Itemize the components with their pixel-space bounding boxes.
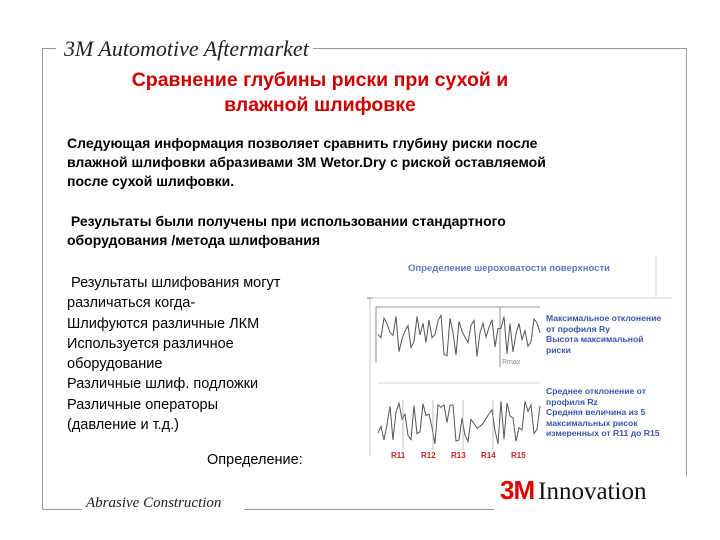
figure-title: Определение шероховатости поверхности	[408, 263, 610, 274]
description-line: от профиля Ry	[546, 323, 610, 334]
paragraph-line: Следующая информация позволяет сравнить глубину риски после	[67, 135, 538, 151]
roughness-figure	[362, 255, 674, 475]
segment-label: R13	[451, 451, 466, 460]
description-line: Среднее отклонение от	[546, 386, 646, 396]
footer-brand: Abrasive Construction	[86, 495, 222, 511]
logo-mark: 3M	[500, 475, 535, 505]
slide-title	[80, 68, 560, 118]
title-line: Сравнение глубины риски при сухой и	[131, 69, 509, 91]
list-item: Различные операторы	[67, 396, 219, 413]
rz-description	[546, 386, 676, 439]
definition-label: Определение:	[207, 452, 303, 468]
segment-label: R15	[511, 451, 526, 460]
description-line: максимальных рисок	[546, 417, 638, 428]
segment-label: R12	[421, 451, 436, 460]
list-item: различаться когда-	[67, 295, 196, 312]
frame-line-top	[42, 48, 56, 49]
paragraph-line: после сухой шлифовки.	[67, 173, 235, 189]
description-line: Высота максимальной	[546, 334, 644, 344]
description-line: Максимальное отклонение	[546, 313, 662, 323]
segment-label: R11	[391, 451, 406, 460]
frame-line-top	[306, 48, 686, 49]
list-item: Шлифуются различные ЛКМ	[67, 315, 260, 332]
title-line: влажной шлифовке	[224, 94, 416, 116]
rmax-label: Rmax	[502, 359, 521, 366]
segment-label: R14	[481, 451, 496, 460]
variation-list	[67, 273, 357, 435]
ry-description	[546, 313, 676, 355]
list-item: Используется различное	[67, 335, 234, 352]
results-paragraph	[67, 212, 657, 250]
description-line: риски	[546, 344, 571, 355]
list-item: Различные шлиф. подложки	[67, 376, 259, 393]
frame-line-left	[42, 48, 43, 510]
frame-line-bottom	[42, 509, 82, 510]
profile-curve-bottom	[378, 401, 540, 444]
description-line: Средняя величина из 5	[546, 407, 646, 417]
paragraph-line: влажной шлифовки абразивами 3M Wetor.Dry с риской оставляемой	[67, 154, 546, 170]
profile-curve-top	[378, 315, 540, 356]
logo-word: Innovation	[538, 478, 647, 505]
3m-innovation-logo	[500, 475, 646, 515]
description-line: измеренных от R11 до R15	[546, 428, 660, 438]
paragraph-line: Результаты были получены при использовании стандартного	[67, 213, 506, 229]
description-line: профиля Rz	[546, 396, 598, 407]
frame-line-right	[686, 48, 687, 476]
intro-paragraph	[67, 134, 657, 191]
frame-line-bottom	[244, 509, 494, 510]
list-item: (давление и т.д.)	[67, 417, 179, 434]
paragraph-line: оборудования /метода шлифования	[67, 232, 320, 248]
list-item: оборудование	[67, 356, 163, 373]
list-item: Результаты шлифования могут	[67, 275, 281, 291]
header-brand: 3M Automotive Aftermarket	[60, 36, 313, 62]
